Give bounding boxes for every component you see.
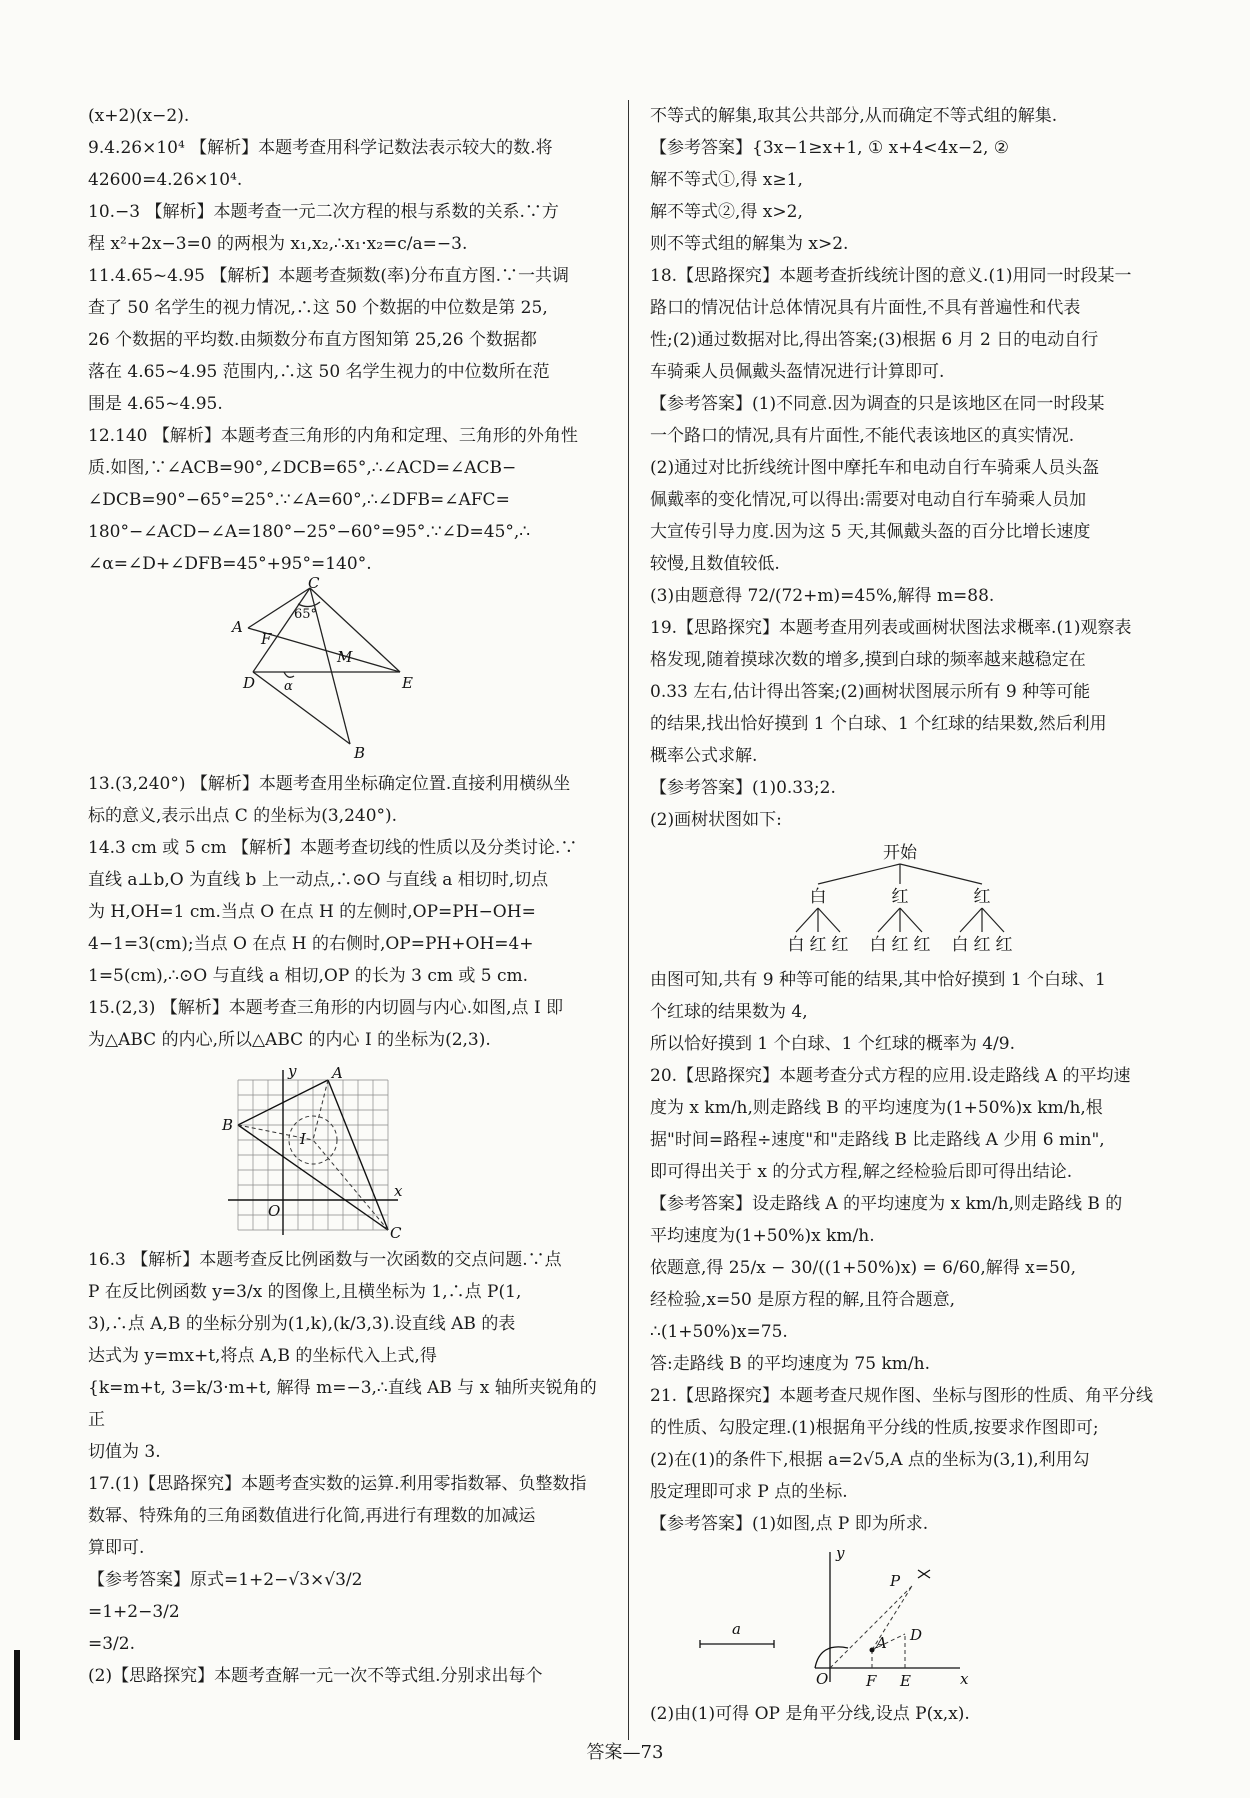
fig21-label-a-segment: a — [732, 1620, 741, 1638]
text-line: (3)由题意得 72/(72+m)=45%,解得 m=88. — [650, 586, 995, 606]
text-line: 1=5(cm),∴⊙O 与直线 a 相切,OP 的长为 3 cm 或 5 cm. — [88, 966, 529, 986]
fig12-label-b: B — [354, 744, 366, 762]
tree-l2-2: 红 — [809, 935, 827, 955]
text-line: (x+2)(x−2). — [88, 106, 190, 126]
text-line: {k=m+t, 3=k/3·m+t, 解得 m=−3,∴直线 AB 与 x 轴所夹锐角的正 — [88, 1378, 597, 1430]
answers-9-12 — [88, 100, 608, 580]
text-line: 标的意义,表示出点 C 的坐标为(3,240°). — [88, 806, 398, 826]
fig21-label-o: O — [816, 1670, 829, 1688]
text-line: 0.33 左右,估计得出答案;(2)画树状图展示所有 9 种等可能 — [650, 682, 1091, 702]
fig12-angle: 65° — [294, 607, 318, 622]
tree-root: 开始 — [883, 843, 917, 863]
text-line: 股定理即可求 P 点的坐标. — [650, 1482, 848, 1502]
text-line: 21.【思路探究】本题考查尺规作图、坐标与图形的性质、角平分线 — [650, 1386, 1154, 1406]
text-line: 围是 4.65~4.95. — [88, 394, 223, 414]
tree-l2-7: 白 — [951, 935, 969, 955]
text-line: 解不等式②,得 x>2, — [650, 202, 803, 222]
text-line: 程 x²+2x−3=0 的两根为 x₁,x₂,∴x₁·x₂=c/a=−3. — [88, 234, 468, 254]
text-line: 26 个数据的平均数.由频数分布直方图知第 25,26 个数据都 — [88, 330, 537, 350]
fig12-label-f: F — [261, 630, 272, 648]
fig15-label-i: I — [300, 1130, 306, 1148]
text-line: (2)通过对比折线统计图中摩托车和电动自行车骑乘人员头盔 — [650, 458, 1100, 478]
text-line: 据"时间=路程÷速度"和"走路线 B 比走路线 A 少用 6 min", — [650, 1130, 1105, 1150]
text-line: 直线 a⊥b,O 为直线 b 上一动点,∴⊙O 与直线 a 相切时,切点 — [88, 870, 549, 890]
text-line: 所以恰好摸到 1 个白球、1 个红球的概率为 4/9. — [650, 1034, 1016, 1054]
text-line: 平均速度为(1+50%)x km/h. — [650, 1226, 875, 1246]
tree-l2-8: 红 — [973, 935, 991, 955]
fig21-label-d: D — [910, 1626, 923, 1644]
fig15-label-o: O — [268, 1202, 281, 1220]
text-line: 一个路口的情况,具有片面性,不能代表该地区的真实情况. — [650, 426, 1075, 446]
fig12-label-c: C — [308, 574, 320, 592]
answers-13-15 — [88, 768, 608, 1056]
text-line: 数幂、特殊角的三角函数值进行化简,再进行有理数的加减运 — [88, 1506, 536, 1526]
text-line: ∠α=∠D+∠DFB=45°+95°=140°. — [88, 554, 372, 574]
text-line: 的结果,找出恰好摸到 1 个白球、1 个红球的结果数,然后利用 — [650, 714, 1107, 734]
fig12-label-a: A — [232, 618, 243, 636]
fig12-label-m: M — [337, 648, 353, 666]
tree-l2-6: 红 — [913, 935, 931, 955]
text-line: 【参考答案】(1)0.33;2. — [650, 778, 836, 798]
fig21-label-y: y — [836, 1544, 845, 1562]
fig21-label-x: x — [960, 1670, 969, 1688]
fig21-label-p: P — [890, 1572, 901, 1590]
text-line: 查了 50 名学生的视力情况,∴这 50 个数据的中位数是第 25, — [88, 298, 548, 318]
text-line: 【参考答案】设走路线 A 的平均速度为 x km/h,则走路线 B 的 — [650, 1194, 1123, 1214]
text-line: (2)【思路探究】本题考查解一元一次不等式组.分别求出每个 — [88, 1666, 543, 1686]
tree-l1-1: 白 — [809, 887, 827, 907]
text-line: 15.(2,3) 【解析】本题考查三角形的内切圆与内心.如图,点 I 即 — [88, 998, 564, 1018]
tree-l1-2: 红 — [891, 887, 909, 907]
text-line: 18.【思路探究】本题考查折线统计图的意义.(1)用同一时段某一 — [650, 266, 1132, 286]
answers-16-17 — [88, 1244, 608, 1692]
text-line: 180°−∠ACD−∠A=180°−25°−60°=95°.∵∠D=45°,∴ — [88, 522, 531, 542]
fig15-label-a: A — [332, 1064, 343, 1082]
page-edge-mark — [14, 1650, 20, 1740]
answers-19-21 — [650, 964, 1160, 1540]
fig15-label-c: C — [390, 1224, 402, 1242]
fig21-label-e: E — [900, 1672, 911, 1690]
text-line: 则不等式组的解集为 x>2. — [650, 234, 849, 254]
text-line: 大宣传引导力度.因为这 5 天,其佩戴头盔的百分比增长速度 — [650, 522, 1091, 542]
text-line: 【参考答案】原式=1+2−√3×√3/2 — [88, 1570, 363, 1590]
fig12-label-d: D — [243, 674, 256, 692]
text-line: 的性质、勾股定理.(1)根据角平分线的性质,按要求作图即可; — [650, 1418, 1099, 1438]
tree-l2-9: 红 — [995, 935, 1013, 955]
figure-q15 — [88, 1060, 608, 1240]
text-line: 【参考答案】(1)如图,点 P 即为所求. — [650, 1514, 929, 1534]
text-line: 经检验,x=50 是原方程的解,且符合题意, — [650, 1290, 956, 1310]
text-line: 算即可. — [88, 1538, 145, 1558]
text-line: 13.(3,240°) 【解析】本题考查用坐标确定位置.直接利用横纵坐 — [88, 774, 571, 794]
tree-l2-5: 红 — [891, 935, 909, 955]
text-line: 质.如图,∵∠ACB=90°,∠DCB=65°,∴∠ACD=∠ACB− — [88, 458, 517, 478]
text-line: 3),∴点 A,B 的坐标分别为(1,k),(k/3,3).设直线 AB 的表 — [88, 1314, 516, 1334]
text-line: 19.【思路探究】本题考查用列表或画树状图法求概率.(1)观察表 — [650, 618, 1132, 638]
left-column — [88, 100, 608, 1692]
text-line: 佩戴率的变化情况,可以得出:需要对电动自行车骑乘人员加 — [650, 490, 1087, 510]
tree-l2-1: 白 — [787, 935, 805, 955]
text-line: 切值为 3. — [88, 1442, 161, 1462]
text-line: 由图可知,共有 9 种等可能的结果,其中恰好摸到 1 个白球、1 — [650, 970, 1106, 990]
fig15-label-b: B — [222, 1116, 234, 1134]
text-line: =3/2. — [88, 1634, 136, 1654]
text-line: 10.−3 【解析】本题考查一元二次方程的根与系数的关系.∵方 — [88, 202, 559, 222]
text-line: 16.3 【解析】本题考查反比例函数与一次函数的交点问题.∵点 — [88, 1250, 562, 1270]
text-line: 【参考答案】{3x−1≥x+1, ① x+4<4x−2, ② — [650, 138, 1010, 158]
text-line: 14.3 cm 或 5 cm 【解析】本题考查切线的性质以及分类讨论.∵ — [88, 838, 578, 858]
text-line: 为△ABC 的内心,所以△ABC 的内心 I 的坐标为(2,3). — [88, 1030, 491, 1050]
answers-21-cont — [650, 1698, 1160, 1730]
text-line: 20.【思路探究】本题考查分式方程的应用.设走路线 A 的平均速 — [650, 1066, 1131, 1086]
right-column — [650, 100, 1160, 1730]
text-line: 为 H,OH=1 cm.当点 O 在点 H 的左侧时,OP=PH−OH= — [88, 902, 536, 922]
text-line: 个红球的结果数为 4, — [650, 1002, 808, 1022]
text-line: 度为 x km/h,则走路线 B 的平均速度为(1+50%)x km/h,根 — [650, 1098, 1103, 1118]
text-line: ∴(1+50%)x=75. — [650, 1322, 788, 1342]
text-line: 不等式的解集,取其公共部分,从而确定不等式组的解集. — [650, 106, 1058, 126]
text-line: 格发现,随着摸球次数的增多,摸到白球的频率越来越稳定在 — [650, 650, 1086, 670]
text-line: 解不等式①,得 x≥1, — [650, 170, 803, 190]
text-line: 落在 4.65~4.95 范围内,∴这 50 名学生视力的中位数所在范 — [88, 362, 550, 382]
fig12-label-e: E — [402, 674, 413, 692]
text-line: 依题意,得 25/x − 30/((1+50%)x) = 6/60,解得 x=50, — [650, 1258, 1077, 1278]
text-line: 4−1=3(cm);当点 O 在点 H 的右侧时,OP=PH+OH=4+ — [88, 934, 534, 954]
tree-diagram-q19 — [650, 840, 1160, 960]
text-line: (2)画树状图如下: — [650, 810, 782, 830]
text-line: P 在反比例函数 y=3/x 的图像上,且横坐标为 1,∴点 P(1, — [88, 1282, 522, 1302]
text-line: ∠DCB=90°−65°=25°.∵∠A=60°,∴∠DFB=∠AFC= — [88, 490, 510, 510]
column-divider — [628, 100, 629, 1740]
text-line: 答:走路线 B 的平均速度为 75 km/h. — [650, 1354, 930, 1374]
tree-l2-3: 红 — [831, 935, 849, 955]
text-line: 达式为 y=mx+t,将点 A,B 的坐标代入上式,得 — [88, 1346, 437, 1366]
text-line: 11.4.65~4.95 【解析】本题考查频数(率)分布直方图.∵一共调 — [88, 266, 570, 286]
fig21-label-f: F — [866, 1672, 877, 1690]
text-line: 车骑乘人员佩戴头盔情况进行计算即可. — [650, 362, 945, 382]
text-line: =1+2−3/2 — [88, 1602, 180, 1622]
text-line: 9.4.26×10⁴ 【解析】本题考查用科学记数法表示较大的数.将 — [88, 138, 553, 158]
page-footer: 答案—73 — [586, 1742, 664, 1763]
text-line: (2)由(1)可得 OP 是角平分线,设点 P(x,x). — [650, 1704, 970, 1724]
fig15-label-x: x — [394, 1182, 403, 1200]
tree-l1-3: 红 — [973, 887, 991, 907]
fig15-label-y: y — [288, 1062, 297, 1080]
text-line: 42600=4.26×10⁴. — [88, 170, 243, 190]
figure-q21 — [650, 1544, 1160, 1694]
text-line: 12.140 【解析】本题考查三角形的内角和定理、三角形的外角性 — [88, 426, 578, 446]
text-line: 17.(1)【思路探究】本题考查实数的运算.利用零指数幂、负整数指 — [88, 1474, 587, 1494]
text-line: 【参考答案】(1)不同意.因为调查的只是该地区在同一时段某 — [650, 394, 1105, 414]
text-line: 即可得出关于 x 的分式方程,解之经检验后即可得出结论. — [650, 1162, 1073, 1182]
text-line: 概率公式求解. — [650, 746, 758, 766]
text-line: 性;(2)通过数据对比,得出答案;(3)根据 6 月 2 日的电动自行 — [650, 330, 1099, 350]
text-line: 路口的情况估计总体情况具有片面性,不具有普遍性和代表 — [650, 298, 1081, 318]
fig12-alpha: α — [284, 679, 293, 694]
figure-q12 — [88, 574, 608, 764]
tree-l2-4: 白 — [869, 935, 887, 955]
text-line: (2)在(1)的条件下,根据 a=2√5,A 点的坐标为(3,1),利用勾 — [650, 1450, 1090, 1470]
answers-17-19 — [650, 100, 1160, 836]
text-line: 较慢,且数值较低. — [650, 554, 780, 574]
fig21-label-a: A — [876, 1634, 887, 1652]
